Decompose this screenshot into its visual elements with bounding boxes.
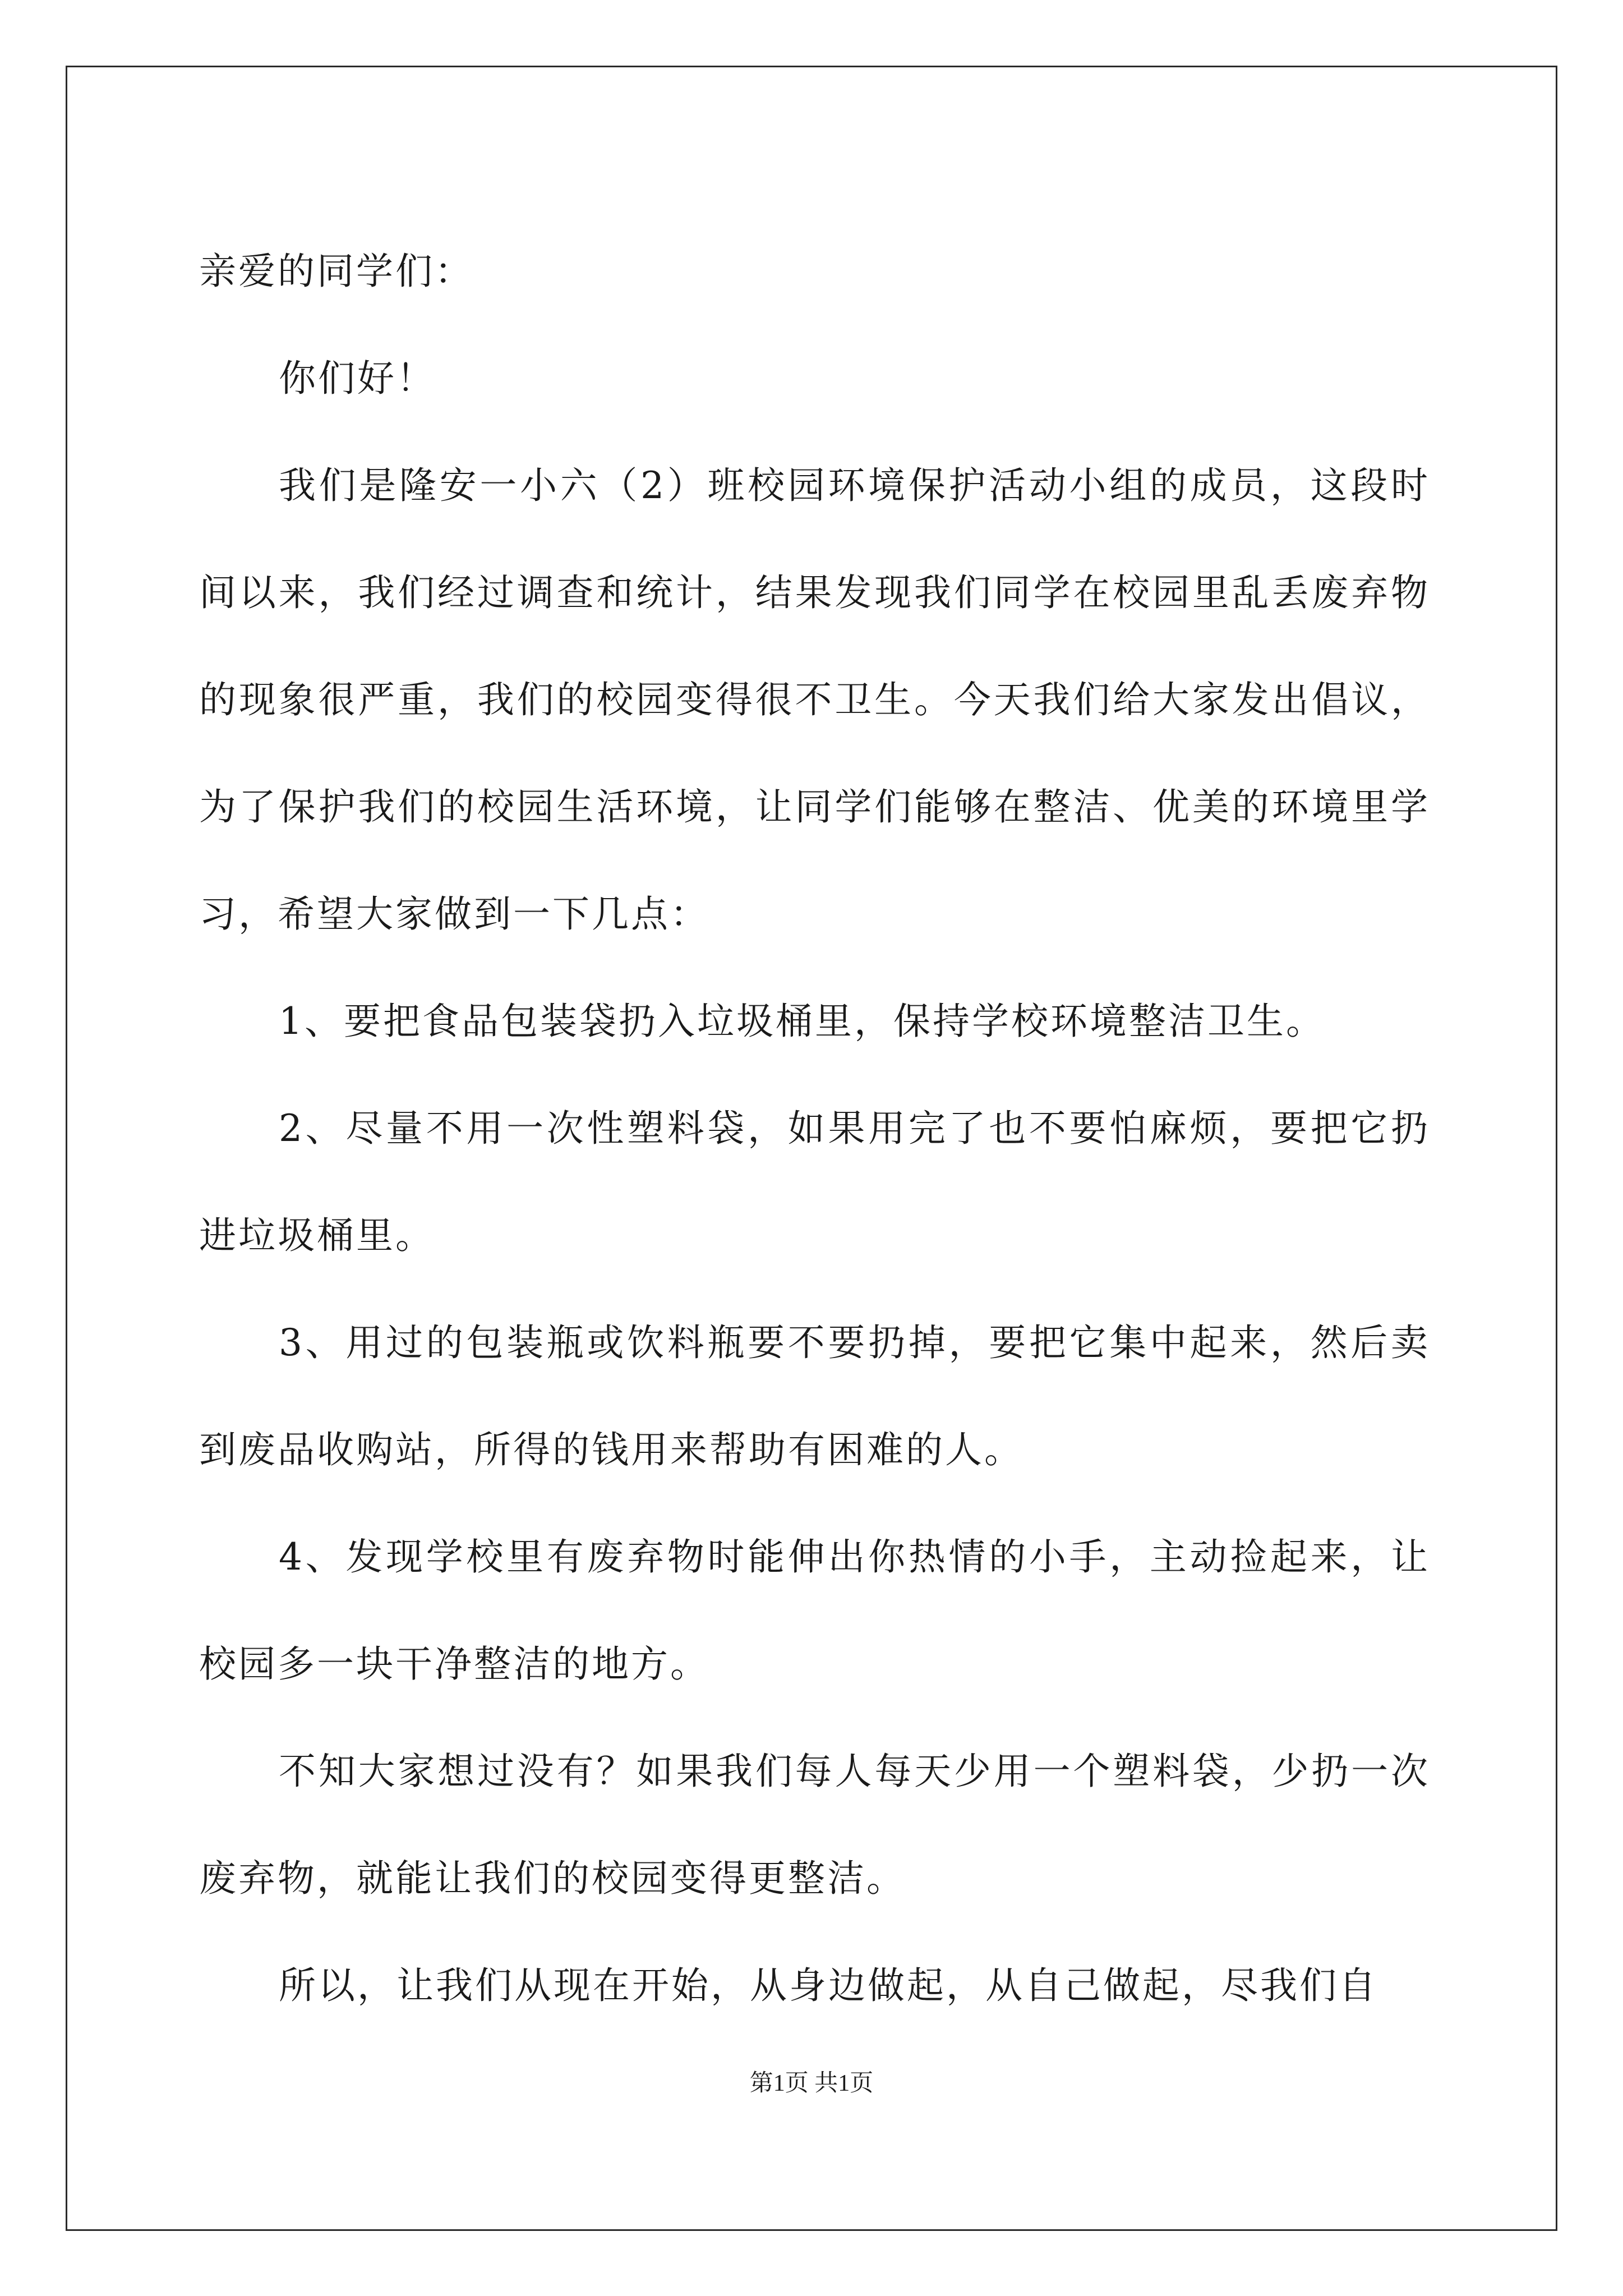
paragraph-point-1: 1、要把食品包装袋扔入垃圾桶里，保持学校环境整洁卫生。 [279,1000,1325,1043]
greeting: 你们好！ [279,357,436,400]
paragraph-point-3: 3、用过的包装瓶或饮料瓶要不要扔掉，要把它集中起来，然后卖到废品收购站，所得的钱用来帮助有困难的人。 [199,1321,1430,1471]
document-body [199,218,1430,2039]
paragraph-intro: 我们是隆安一小六（2）班校园环境保护活动小组的成员，这段时间以来，我们经过调查和统计，结果发现我们同学在校园里乱丢废弃物的现象很严重，我们的校园变得很不卫生。今天我们给大家发出倡议，为了保护我们的校园生活环境，让同学们能够在整洁、优美的环境里学习，希望大家做到一下几点： [199,464,1430,936]
paragraph-point-4: 4、发现学校里有废弃物时能伸出你热情的小手，主动捡起来，让校园多一块干净整洁的地方。 [199,1535,1430,1686]
paragraph-point-2: 2、尽量不用一次性塑料袋，如果用完了也不要怕麻烦，要把它扔进垃圾桶里。 [199,1107,1430,1257]
salutation: 亲爱的同学们： [199,250,474,293]
paragraph-question: 不知大家想过没有？如果我们每人每天少用一个塑料袋，少扔一次废弃物，就能让我们的校园变得更整洁。 [199,1750,1430,1900]
paragraph-closing: 所以，让我们从现在开始，从身边做起，从自己做起，尽我们自 [279,1964,1378,2007]
page-number-footer: 第1页 共1页 [749,2070,874,2096]
